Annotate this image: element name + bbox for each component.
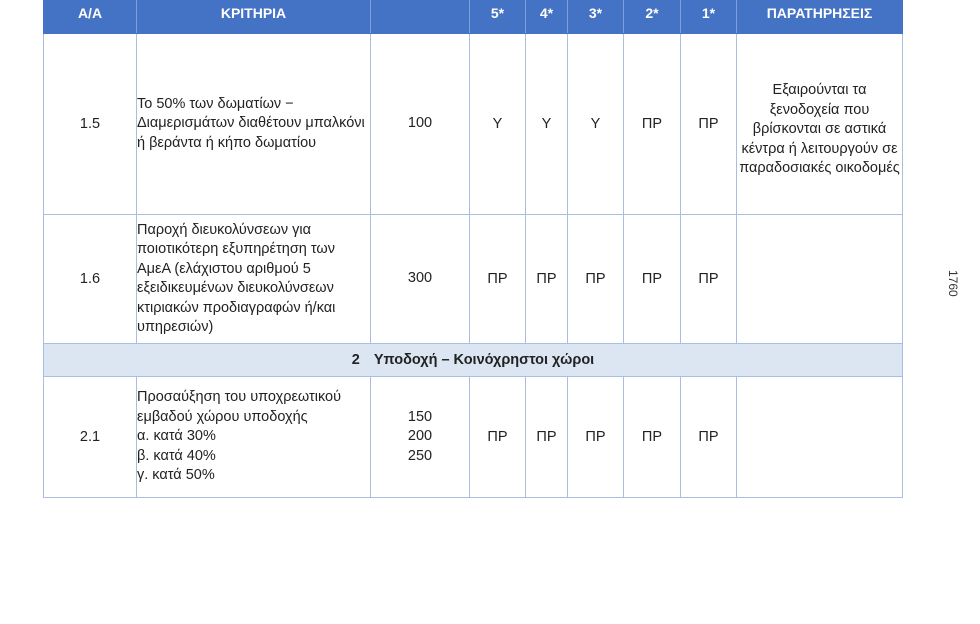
- row-1-star: ΠΡ: [681, 377, 737, 498]
- row-aa: 2.1: [44, 377, 137, 498]
- points-line: 150: [407, 408, 433, 425]
- row-remarks: Εξαιρούνται τα ξενοδοχεία που βρίσκονται σε αστικά κέντρα ή λειτουργούν σε παραδοσιακές οικοδομές: [737, 34, 903, 215]
- row-1-star: ΠΡ: [681, 34, 737, 215]
- criteria-line: γ. κατά 50%: [137, 467, 215, 484]
- header-remarks: ΠΑΡΑΤΗΡΗΣΕΙΣ: [737, 0, 903, 34]
- criteria-line: α. κατά 30%: [137, 428, 216, 445]
- row-2-star: ΠΡ: [624, 215, 681, 344]
- row-3-star: ΠΡ: [568, 377, 624, 498]
- section-title: Υποδοχή – Κοινόχρηστοι χώροι: [373, 352, 595, 368]
- row-points: 100: [371, 34, 470, 215]
- row-aa: 1.6: [44, 215, 137, 344]
- header-4-star: 4*: [526, 0, 568, 34]
- row-points: 300: [371, 215, 470, 344]
- row-aa: 1.5: [44, 34, 137, 215]
- row-5-star: Υ: [470, 34, 526, 215]
- section-header-row: [44, 344, 903, 377]
- header-criteria: ΚΡΙΤΗΡΙΑ: [137, 0, 371, 34]
- header-2-star: 2*: [624, 0, 681, 34]
- row-5-star: ΠΡ: [470, 377, 526, 498]
- header-aa: Α/Α: [44, 0, 137, 34]
- header-points: [371, 0, 470, 34]
- criteria-line: εμβαδού χώρου υποδοχής: [137, 408, 308, 425]
- points-line: 200: [407, 428, 433, 445]
- table-row: [44, 34, 903, 215]
- row-2-star: ΠΡ: [624, 34, 681, 215]
- criteria-line: β. κατά 40%: [137, 447, 216, 464]
- row-4-star: ΠΡ: [526, 377, 568, 498]
- row-criteria: Το 50% των δωματίων − Διαμερισμάτων διαθέτουν μπαλκόνι ή βεράντα ή κήπο δωματίου: [137, 34, 371, 215]
- table-row: [44, 215, 903, 344]
- criteria-table: [43, 0, 903, 498]
- row-4-star: ΠΡ: [526, 215, 568, 344]
- row-criteria: [137, 377, 371, 498]
- row-3-star: ΠΡ: [568, 215, 624, 344]
- header-5-star: 5*: [470, 0, 526, 34]
- table-header-row: [44, 0, 903, 34]
- row-criteria: Παροχή διευκολύνσεων για ποιοτικότερη εξυπηρέτηση των ΑμεΑ (ελάχιστου αριθμού 5 εξειδικευμένων διευκολύνσεων κτιριακών προδιαγραφών ή/και υπηρεσιών): [137, 215, 371, 344]
- criteria-line: Προσαύξηση του υποχρεωτικού: [137, 389, 342, 406]
- table-row: [44, 377, 903, 498]
- row-1-star: ΠΡ: [681, 215, 737, 344]
- header-1-star: 1*: [681, 0, 737, 34]
- row-4-star: Υ: [526, 34, 568, 215]
- points-line: 250: [407, 447, 433, 464]
- section-heading: [44, 344, 903, 377]
- page-number: 1760: [946, 270, 960, 297]
- header-3-star: 3*: [568, 0, 624, 34]
- row-5-star: ΠΡ: [470, 215, 526, 344]
- row-remarks: [737, 215, 903, 344]
- row-remarks: [737, 377, 903, 498]
- section-number: 2: [351, 352, 360, 368]
- row-points: [371, 377, 470, 498]
- row-2-star: ΠΡ: [624, 377, 681, 498]
- row-3-star: Υ: [568, 34, 624, 215]
